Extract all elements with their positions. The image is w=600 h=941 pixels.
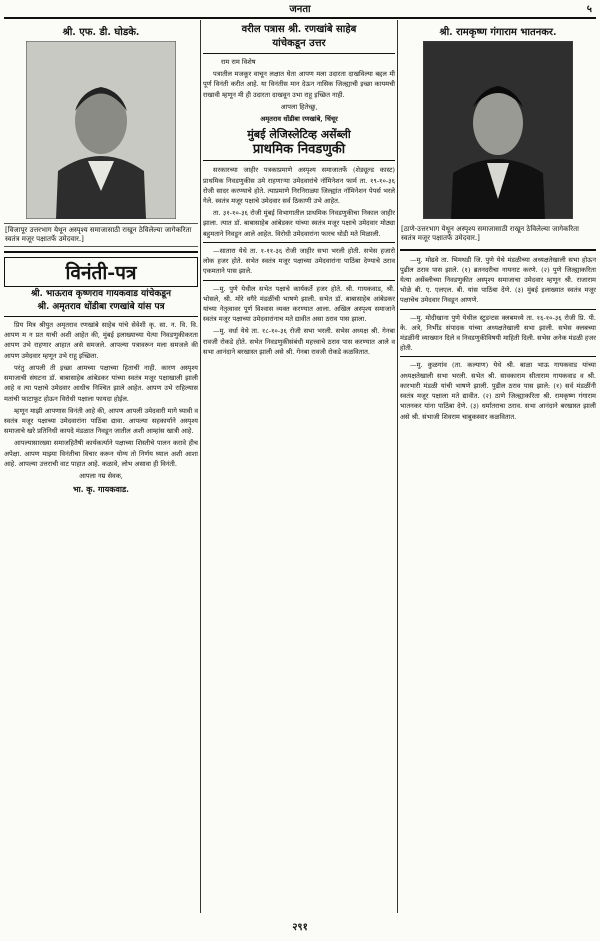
- right-column: [400, 22, 596, 424]
- request-letter-title: विनंती-पत्र: [4, 257, 198, 287]
- letter-sender: भा. कृ. गायकवाड.: [73, 484, 129, 495]
- news-paragraph: —सातारा येथे ता. १-११-३६ रोजी जाहीर सभा भरली होती. सभेस हजारो लोक हजर होते. सभेत स्वतंत्र मजूर पक्षाच्या उमेदवारांना पाठिंबा देण्याचे ठराव एकमताने पास झाले.: [203, 246, 395, 276]
- portrait-title-ghodke: श्री. एफ. डी. घोडके.: [62, 27, 140, 38]
- assembly-heading: मुंबई लेजिस्लेटिव्ह असेंब्ली: [247, 128, 351, 142]
- letter-from: श्री. भाऊराव कृष्णराव गायकवाड यांचेकडून: [30, 288, 172, 299]
- column-divider-2: [397, 20, 398, 913]
- portrait-caption-bhatankar: [ठाणे-उत्तरभाग येथून अस्पृश्य समाजासाठी राखून ठेविलेल्या जागेकरिता स्वतंत्र मजूर पक्षातर्फे उमेदवार.]: [401, 225, 579, 242]
- portrait-photo-ghodke: [26, 41, 176, 219]
- letter-closing: आपला नम्र सेवक,: [79, 472, 123, 481]
- header-rule: [4, 17, 596, 19]
- portrait-caption-ghodke: [विजापूर उत्तरभाग येथून अस्पृश्य समाजासाठी राखून ठेविलेल्या जागेकरिता स्वतंत्र मजूर पक्षातर्फे उमेदवार.]: [4, 223, 198, 247]
- news-paragraph: —मु. पुणे येथील सभेत पक्षाचे कार्यकर्ते हजर होते. श्री. गायकवाड, श्री. भोसले, श्री. मोरे वगैरे मंडळींची भाषणे झाली. सभेत डॉ. बाबासाहेब आंबेडकर यांच्या नेतृत्वावर पूर्ण विश्वास व्यक्त करण्यात आला. अखिल अस्पृश्य समाजाने स्वतंत्र मजूर पक्षाच्या उमेदवारांनाच मते द्यावीत असा ठराव पास झाला.: [203, 284, 395, 324]
- report-paragraph: —मु. मोढवे ता. भिमथडी जि. पुणे येथे मंडळीच्या अध्यक्षतेखाली सभा होऊन पुढील ठराव पास झाले. (१) ब्रतनदरीचा नायनाट करणे. (२) पुणे जिल्ह्याकरिता येत्या असेंब्लीच्या निवडणुकीत अस्पृश्य समाजाचा उमेदवार म्हणून श्री. राजाराम भोळे बी. ए. एलएल. बी. यांस पाठिंबा देणे. (३) मुंबई इलाख्यात स्वतंत्र मजूर पक्षाचेच उमेदवार निवडून आणणे.: [400, 255, 596, 305]
- news-rule: [203, 280, 395, 281]
- middle-column: [203, 22, 395, 359]
- reply-salutation: राम राम विशेष: [221, 58, 256, 66]
- news-rule: [203, 242, 395, 243]
- reply-rule: [203, 53, 395, 54]
- section-rule: [400, 249, 596, 251]
- letter-paragraph: प्रिय मित्र श्रीयुत अमृतराव रणखांबे साहेब यांचे सेवेशी कृ. सा. न. वि. वि. आपण म न प्रत याची अशी आहेत की, मुंबई इलाख्याच्या येत्या निवडणुकीकरता आपण उभे राहणार आहात असे समजले. आपल्या पत्रावरून मला समजले की आपण उमेदवार म्हणून उभे राहू इच्छिता.: [4, 321, 198, 360]
- reply-signature: अमृतराव धोंडीबा रणखांबे, चिंचूर: [260, 115, 338, 124]
- letter-rule: [4, 316, 198, 317]
- report-paragraph: —मु. मोदीखाना पुणे येथील स्टुडन्टस क्लबमध्ये ता. १६-१०-३६ रोजी प्रि. पी. के. अत्रे, निर्भीड संपादक यांच्या अध्यक्षतेखाली सभा झाली. सभेस क्लबच्या मंडळींनी व्याख्यान दिले व निवडणुकीविषयी माहिती दिली. सभेस अनेक मंडळी हजर होती.: [400, 313, 596, 353]
- section-rule: [4, 251, 198, 253]
- report-rule: [400, 309, 596, 310]
- left-column: [4, 22, 198, 498]
- portrait-photo-bhatankar: [423, 41, 573, 219]
- reply-title-line1: वरील पत्रास श्री. रणखांबे साहेब: [241, 24, 357, 35]
- letter-paragraph: म्हणून माझी आपणास विनंती आहे की, आपण आपली उमेदवारी मागे घ्यावी व स्वतंत्र मजूर पक्षाच्या उमेदवारांना पाठिंबा द्यावा. आपल्या सहकार्याने अस्पृश्य समाजाचे खरे प्रतिनिधी कायदे मंडळात निवडून जातील अशी आम्हांस खात्री आहे.: [4, 406, 198, 436]
- news-paragraph: —मु. वर्धा येथे ता. १८-१०-३६ रोजी सभा भरली. सभेस अध्यक्ष श्री. गेनबा रावजी रोकडे होते. सभेत निवडणुकीसंबंधी महत्त्वाचे ठराव पास करण्यात आले व सभा आनंदाने बरखास्त झाली असे श्री. गेनबा रावजी रोकडे कळवितात.: [203, 327, 395, 356]
- primary-elections-heading: प्राथमिक निवडणुकी: [203, 142, 395, 161]
- newspaper-title: जनता: [289, 4, 311, 15]
- news-paragraph: सरकारच्या जाहीर पत्रकाप्रमाणे अस्पृश्य समाजातर्फे (शेड्यूल्ड कास्ट) प्राथमिक निवडणुकीस उमे राहणाऱ्या उमेदवारांचे नॉमिनेशन फार्म ता. १९-१०-३६ रोजी सादर करण्याचे होते. त्याप्रमाणे निरनिराळ्या जिल्ह्यांत नॉमिनेशन पेपर्स भरले गेले. स्वतंत्र मजूर पक्षाचे उमेदवार सर्व ठिकाणी उभे आहेत.: [203, 166, 395, 205]
- page-header: [6, 0, 594, 16]
- reply-closing: आपला हितेच्छु,: [280, 102, 318, 111]
- footer-page-number: २९१: [292, 922, 308, 933]
- reply-body: पत्रातील मजकूर वाचून लक्षात घेता आपण मला उदारता दाखविल्या बद्दल मी पूर्ण विनंती करीत आहे. या विनंतीस मान देऊन नासिक जिल्ह्याची इच्छा कायमची राखावी म्हणून मी ही उदारता दाखवून उभा राहू इच्छित नाही.: [203, 70, 395, 99]
- news-paragraph: ता. ३१-१०-३६ रोजी मुंबई विभागातील प्राथमिक निवडणुकीचा निकाल जाहीर झाला. त्यात डॉ. बाबासाहेब आंबेडकर यांच्या स्वतंत्र मजूर पक्षाचे उमेदवार मोठ्या बहुमताने निवडून आले आहेत. विरोधी उमेदवारांना फारच थोडी मते मिळाली.: [203, 209, 395, 238]
- report-paragraph: —मु. कुळगांव (ता. कल्याण) येथे श्री. बाळा भाऊ गायकवाड यांच्या अध्यक्षतेखाली सभा भरली. सभेत श्री. सावकाराम सीताराम गायकवाड व श्री. कारभारी मंडळी यांची भाषणे झाली. पुढील ठराव पास झाले: (१) सर्व मंडळींनी स्वतंत्र मजूर पक्षाला मते द्यावीत. (२) ठाणे जिल्ह्याकरिता श्री. रामकृष्ण गंगाराम भातनकर यांना पाठिंबा देणे. (३) धर्मांतराचा ठराव. सभा आनंदाने बरखास्त झाली असे श्री. संभाजी शिवराम चाबुकस्वार कळवितात.: [400, 361, 596, 421]
- column-divider-1: [200, 20, 201, 913]
- letter-paragraph: परंतु आपली ती इच्छा आमच्या पक्षाच्या हिताची नाही. कारण अस्पृश्य समाजाची संघटना डॉ. बाबासाहेब आंबेडकर यांच्या स्वतंत्र मजूर पक्षाखाली झाली आहे व त्या पक्षाचे उमेदवार आधीच निश्चित झाले आहेत. आपण उभे राहिल्यास मतांची फाटाफूट होऊन विरोधी पक्षाला फायदा होईल.: [4, 363, 198, 403]
- letter-paragraph: आपल्यासारख्या समाजहितैषी कार्यकर्त्याने पक्षाच्या शिस्तीचे पालन करावे हीच अपेक्षा. आपण माझ्या विनंतीचा विचार करून योग्य तो निर्णय घ्याल अशी आशा आहे. आपल्या उत्तराची वाट पाहात आहे. कळावे, लोभ असावा ही विनंती.: [4, 439, 198, 468]
- letter-to: श्री. अमृतराव धोंडीबा रणखांबे यांस पत्र: [37, 301, 165, 312]
- portrait-title-bhatankar: श्री. रामकृष्ण गंगाराम भातनकर.: [439, 27, 557, 38]
- header-page-number: ५: [586, 4, 592, 15]
- report-rule: [400, 356, 596, 357]
- reply-title-line2: यांचेकडून उत्तर: [272, 38, 326, 49]
